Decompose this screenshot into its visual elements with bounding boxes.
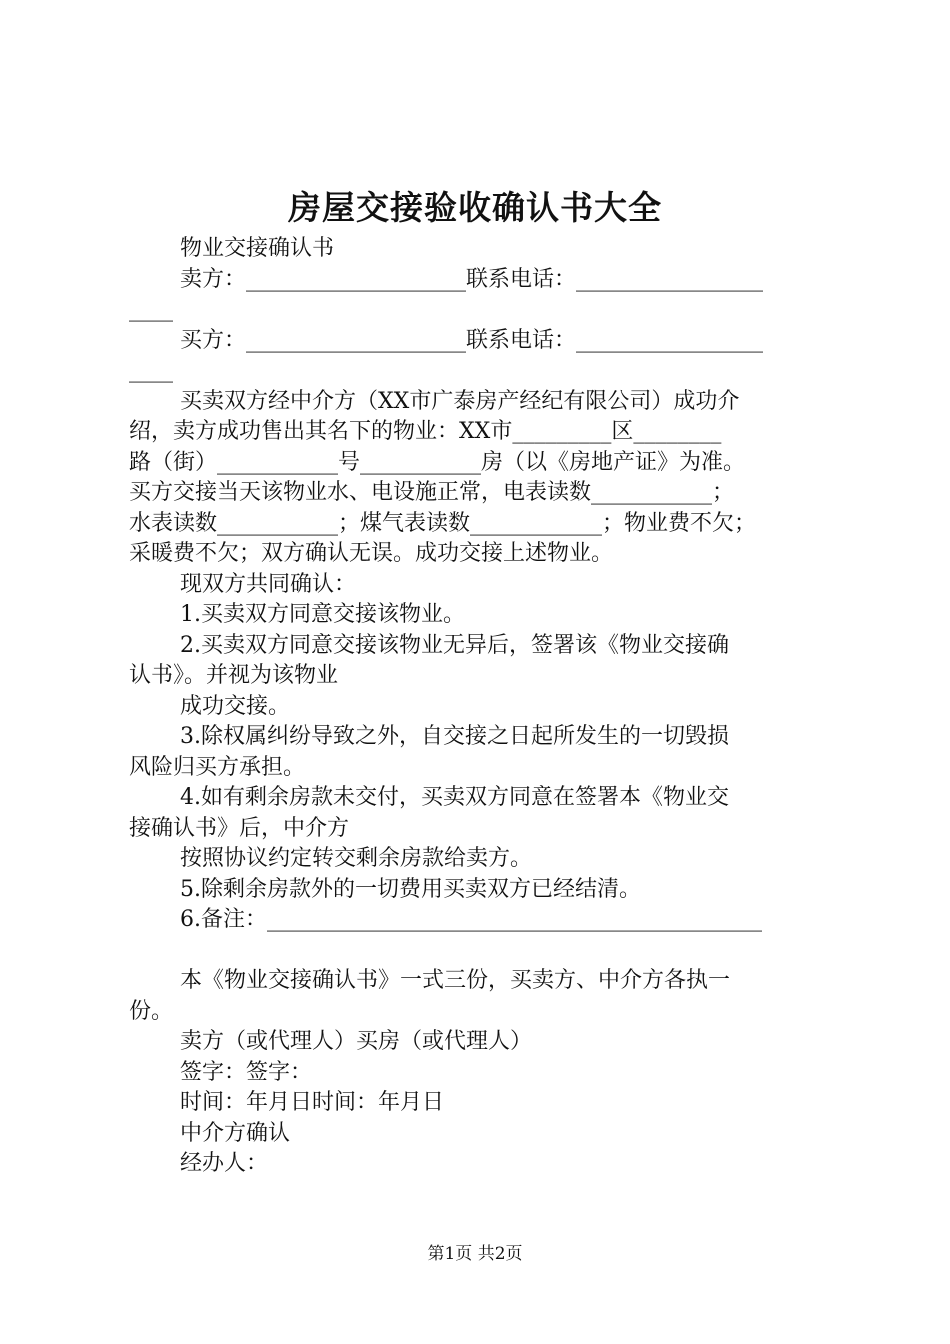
body-line — [129, 936, 833, 967]
body-line: ____ — [129, 297, 173, 322]
document-title: 房屋交接验收确认书大全 — [288, 188, 662, 227]
body-line: 水表读数___________；煤气表读数____________；物业费不欠； — [129, 510, 757, 536]
body-line: 路（街）___________号___________房（以《房地产证》为准。 — [129, 449, 746, 475]
body-line: 现双方共同确认： — [180, 571, 357, 597]
body-line: 经办人： — [180, 1151, 269, 1176]
body-line: 成功交接。 — [180, 693, 291, 719]
body-line: 份。 — [129, 998, 174, 1024]
body-line: 风险归买方承担。 — [129, 754, 306, 780]
body-line: 本《物业交接确认书》一式三份，买卖方、中介方各执一 — [180, 968, 731, 993]
body-line: 认书》。并视为该物业 — [129, 663, 339, 688]
body-line: 中介方确认 — [180, 1120, 291, 1146]
body-line: 绍，卖方成功售出其名下的物业：XX市_________区________ — [129, 419, 722, 444]
body-line: 采暖费不欠；双方确认无误。成功交接上述物业。 — [129, 541, 614, 566]
body-line: 买方：____________________联系电话：_________________ — [180, 327, 764, 353]
body-line: 接确认书》后，中介方 — [129, 815, 350, 841]
page-footer: 第1页 共2页 — [427, 1244, 523, 1264]
body-line: 5.除剩余房款外的一切费用买卖双方已经结清。 — [180, 876, 641, 902]
body-line: 签字：签字： — [180, 1059, 313, 1085]
body-line: 卖方（或代理人）买房（或代理人） — [180, 1029, 533, 1054]
body-line: 1.买卖双方同意交接该物业。 — [180, 602, 465, 627]
body-line: 2.买卖双方同意交接该物业无异后，签署该《物业交接确 — [180, 632, 729, 658]
body-line: 卖方：____________________联系电话：_________________ — [180, 266, 764, 292]
body-line: ____ — [129, 358, 173, 383]
body-line: 买方交接当天该物业水、电设施正常，电表读数___________； — [129, 480, 735, 505]
body-line: 时间：年月日时间：年月日 — [180, 1090, 445, 1115]
body-line: 6.备注：_____________________________________________ — [180, 907, 762, 932]
body-line: 4.如有剩余房款未交付，买卖双方同意在签署本《物业交 — [180, 785, 729, 810]
body-line: 买卖双方经中介方（XX市广泰房产经纪有限公司）成功介 — [180, 388, 740, 414]
body-line: 物业交接确认书 — [180, 236, 335, 261]
body-line: 3.除权属纠纷导致之外，自交接之日起所发生的一切毁损 — [180, 724, 729, 749]
document-body — [129, 234, 833, 1180]
body-line: 按照协议约定转交剩余房款给卖方。 — [180, 846, 533, 871]
